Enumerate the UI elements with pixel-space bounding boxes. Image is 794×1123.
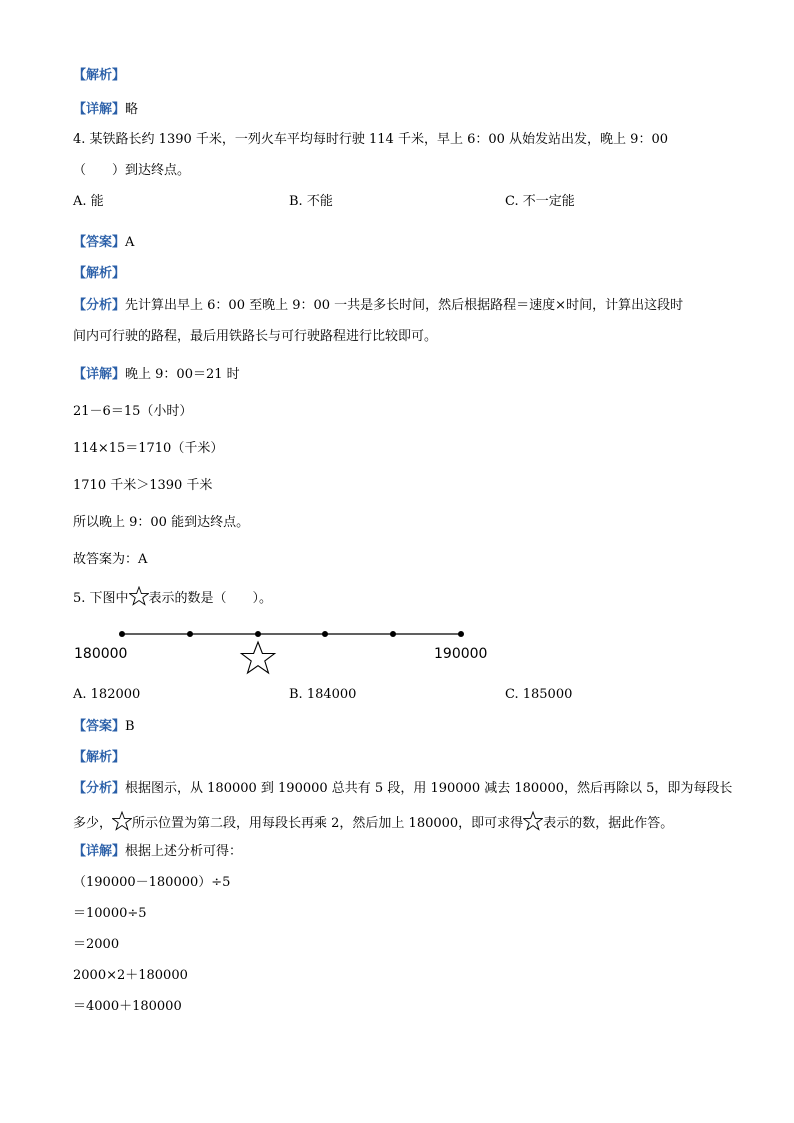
q4-detail-step-1: 【详解】晚上 9：00＝21 时 bbox=[73, 367, 240, 382]
number-line-tick bbox=[390, 631, 396, 637]
number-line-tick bbox=[322, 631, 328, 637]
q4-detail-step-3: 114×15＝1710（千米） bbox=[73, 441, 224, 456]
q5-option-b: B. 184000 bbox=[289, 687, 357, 702]
q5-fenxi-line2: 多少， 所示位置为第二段，用每段长再乘 2，然后加上 180000，即可求得 表示的数，据此作答。 bbox=[73, 811, 673, 833]
q5-stem: 5. 下图中 表示的数是（ ）。 bbox=[73, 586, 272, 608]
number-line-tick bbox=[119, 631, 125, 637]
q4-option-a: A. 能 bbox=[73, 194, 104, 209]
q5-detail-intro: 【详解】根据上述分析可得： bbox=[73, 844, 243, 859]
q5-detail-step-1: （190000－180000）÷5 bbox=[73, 875, 231, 890]
number-line-tick bbox=[187, 631, 193, 637]
q5-detail-step-3: ＝2000 bbox=[73, 937, 120, 952]
number-line-start-label: 180000 bbox=[74, 646, 128, 662]
q4-option-c: C. 不一定能 bbox=[505, 194, 575, 209]
q4-detail-step-2: 21－6＝15（小时） bbox=[73, 404, 193, 419]
star-icon bbox=[523, 811, 543, 831]
number-line bbox=[100, 620, 480, 680]
star-marker-icon bbox=[241, 642, 274, 673]
q5-detail-step-4: 2000×2＋180000 bbox=[73, 968, 188, 983]
q4-detail-step-5: 所以晚上 9：00 能到达终点。 bbox=[73, 515, 250, 530]
q4-answer: 【答案】A bbox=[73, 235, 135, 250]
number-line-end-label: 190000 bbox=[434, 646, 488, 662]
q4-detail-step-4: 1710 千米＞1390 千米 bbox=[73, 478, 213, 493]
q5-fenxi-line1: 【分析】根据图示，从 180000 到 190000 总共有 5 段，用 190000 减去 180000，然后再除以 5，即为每段长 bbox=[73, 781, 733, 796]
q4-detail-step-6: 故答案为：A bbox=[73, 552, 148, 567]
number-line-tick bbox=[458, 631, 464, 637]
q4-analysis-heading: 【解析】 bbox=[73, 266, 126, 281]
q5-detail-step-5: ＝4000＋180000 bbox=[73, 999, 182, 1014]
q4-stem-line2: （ ）到达终点。 bbox=[73, 163, 191, 178]
q4-option-b: B. 不能 bbox=[289, 194, 333, 209]
star-icon bbox=[112, 811, 132, 831]
detail-line: 【详解】略 bbox=[73, 102, 139, 117]
number-line-tick bbox=[255, 631, 261, 637]
analysis-heading: 【解析】 bbox=[73, 68, 126, 83]
q4-fenxi-line1: 【分析】先计算出早上 6：00 至晚上 9：00 一共是多长时间，然后根据路程＝速度×时间，计算出这段时 bbox=[73, 298, 684, 313]
q5-option-a: A. 182000 bbox=[73, 687, 141, 702]
q4-stem-line1: 4. 某铁路长约 1390 千米，一列火车平均每时行驶 114 千米，早上 6：00 从始发站出发，晚上 9：00 bbox=[73, 132, 668, 147]
q5-detail-step-2: ＝10000÷5 bbox=[73, 906, 147, 921]
star-icon bbox=[129, 586, 149, 606]
q5-answer: 【答案】B bbox=[73, 719, 135, 734]
q5-analysis-heading: 【解析】 bbox=[73, 750, 126, 765]
q4-fenxi-line2: 间内可行驶的路程，最后用铁路长与可行驶路程进行比较即可。 bbox=[73, 329, 438, 344]
q5-option-c: C. 185000 bbox=[505, 687, 573, 702]
